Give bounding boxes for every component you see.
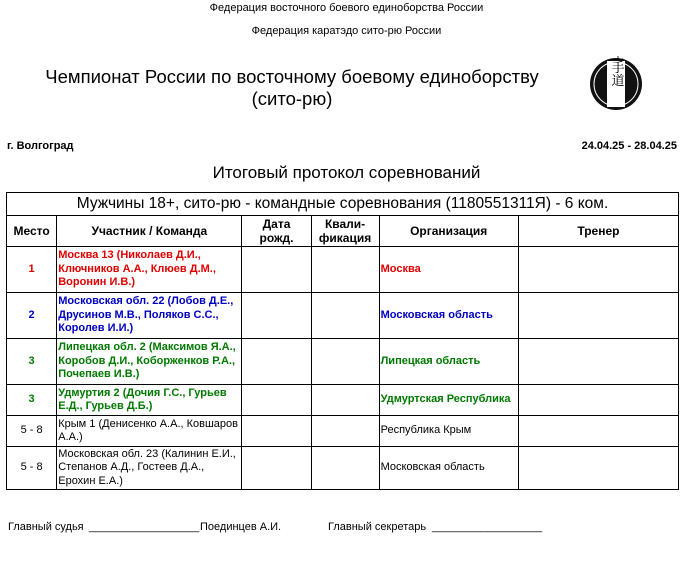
row-coach: [518, 447, 678, 490]
table-row: [7, 339, 679, 385]
federation-name-1: Федерация восточного боевого единоборства России: [209, 2, 484, 14]
row-qualification: [311, 416, 379, 447]
row-birth-date: [242, 339, 311, 385]
row-birth-date: [242, 416, 311, 447]
chief-secretary-signature-line: __________________: [432, 521, 543, 533]
header-participant: Участник / Команда: [57, 216, 242, 247]
row-qualification: [311, 447, 379, 490]
championship-title-line1: Чемпионат России по восточному боевому единоборству: [45, 66, 539, 87]
chief-judge-signature-line: __________________: [89, 521, 200, 533]
results-table: [6, 192, 679, 490]
row-place: 5 - 8: [7, 447, 57, 490]
row-birth-date: [242, 293, 311, 339]
row-organization: Липецкая область: [379, 339, 518, 385]
federation-name-2: Федерация каратэдо сито-рю России: [251, 25, 442, 37]
row-qualification: [311, 293, 379, 339]
row-participant: Московская обл. 23 (Калинин Е.И., Степанов А.Д., Гостеев Д.А., Ерохин Е.А.): [57, 447, 242, 490]
row-organization: Удмуртская Республика: [379, 385, 518, 416]
header-place: Место: [7, 216, 57, 247]
row-participant: Московская обл. 22 (Лобов Д.Е., Друсинов М.В., Поляков С.С., Королев И.И.): [57, 293, 242, 339]
row-participant: Москва 13 (Николаев Д.И., Ключников А.А., Клюев Д.М., Воронин И.В.): [57, 247, 242, 293]
row-qualification: [311, 385, 379, 416]
row-place: 3: [7, 385, 57, 416]
row-participant: Липецкая обл. 2 (Максимов Я.А., Коробов Д.И., Коборженков Р.А., Почепаев И.В.): [57, 339, 242, 385]
header-qualification: Квали- фикация: [311, 216, 379, 247]
row-place: 3: [7, 339, 57, 385]
row-coach: [518, 293, 678, 339]
row-participant: Крым 1 (Денисенко А.А., Ковшаров А.А.): [57, 416, 242, 447]
row-coach: [518, 247, 678, 293]
row-birth-date: [242, 385, 311, 416]
protocol-title: Итоговый протокол соревнований: [212, 163, 481, 182]
row-place: 5 - 8: [7, 416, 57, 447]
row-coach: [518, 385, 678, 416]
chief-judge-label: Главный судья: [8, 521, 84, 533]
row-organization: Москва: [379, 247, 518, 293]
header-coach: Тренер: [518, 216, 678, 247]
table-caption: Мужчины 18+, сито-рю - командные соревнования (1180551311Я) - 6 ком.: [7, 193, 679, 216]
row-organization: Московская область: [379, 293, 518, 339]
row-coach: [518, 339, 678, 385]
row-place: 1: [7, 247, 57, 293]
row-coach: [518, 416, 678, 447]
championship-title-line2: (сито-рю): [251, 88, 333, 109]
header-organization: Организация: [379, 216, 518, 247]
row-place: 2: [7, 293, 57, 339]
table-row: [7, 385, 679, 416]
table-row: [7, 247, 679, 293]
table-row: [7, 293, 679, 339]
row-qualification: [311, 247, 379, 293]
city: г. Волгоград: [7, 140, 74, 152]
table-row: [7, 447, 679, 490]
chief-judge-name: Поединцев А.И.: [200, 521, 282, 533]
row-birth-date: [242, 447, 311, 490]
row-organization: Московская область: [379, 447, 518, 490]
chief-secretary-label: Главный секретарь: [328, 521, 427, 533]
logo-kanji: 空手道: [608, 56, 624, 87]
header-birth: Дата рожд.: [242, 216, 311, 247]
karatedo-logo-icon: [585, 56, 647, 112]
row-organization: Республика Крым: [379, 416, 518, 447]
championship-title: [12, 66, 572, 110]
row-qualification: [311, 339, 379, 385]
row-participant: Удмуртия 2 (Дочия Г.С., Гурьев Е.Д., Гурьев Д.Б.): [57, 385, 242, 416]
competition-dates: 24.04.25 - 28.04.25: [581, 140, 677, 152]
table-row: [7, 416, 679, 447]
row-birth-date: [242, 247, 311, 293]
